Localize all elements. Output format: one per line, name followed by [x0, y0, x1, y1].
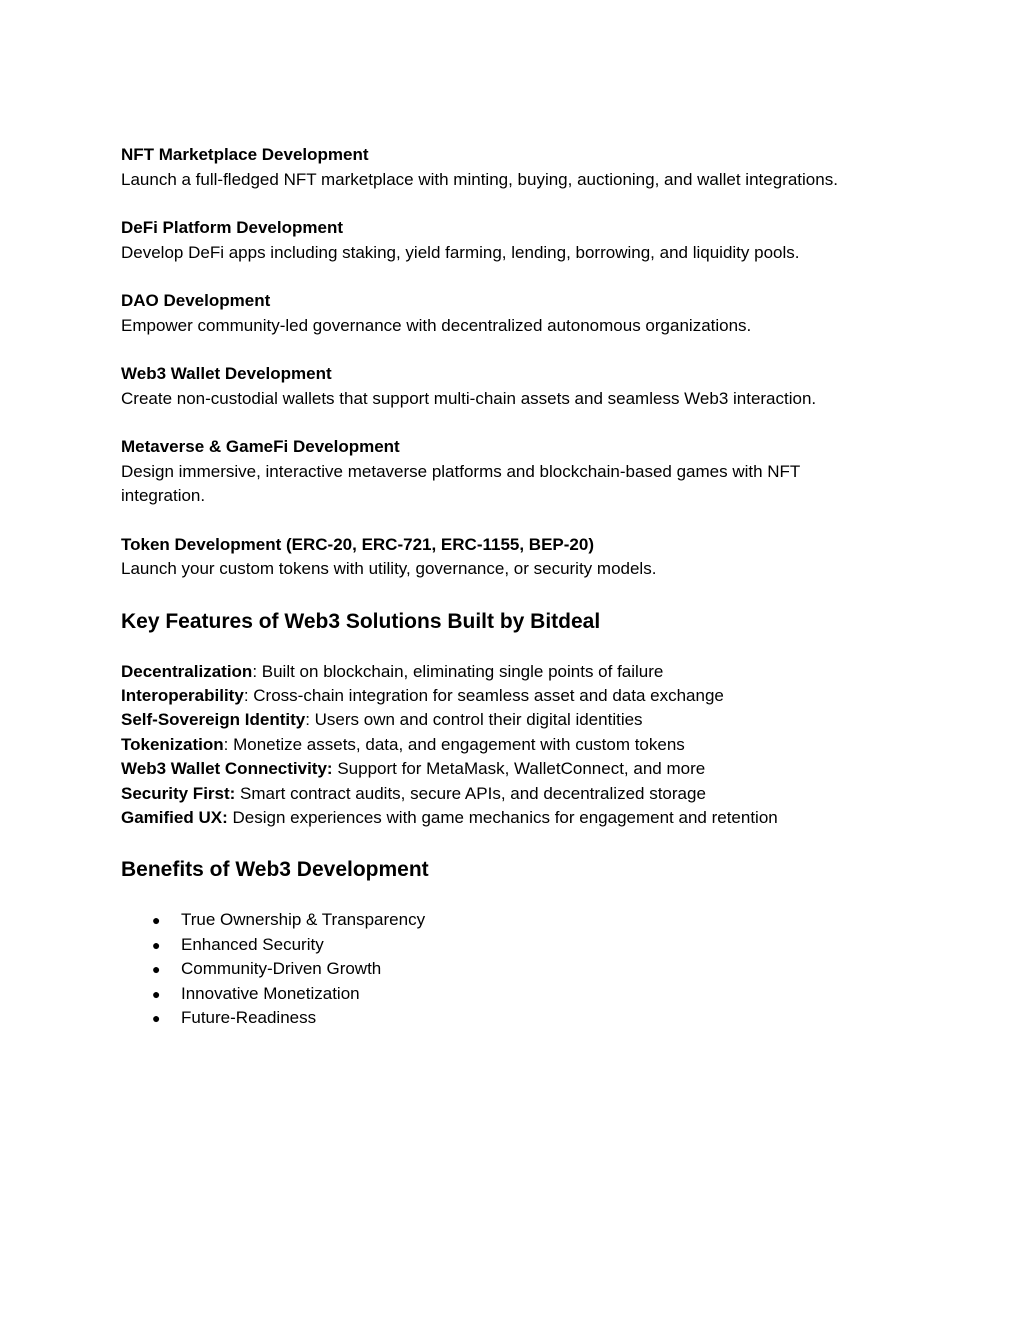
feature-item [121, 806, 921, 830]
feature-text: Smart contract audits, secure APIs, and decentralized storage [240, 783, 706, 803]
service-title: DeFi Platform Development [121, 218, 343, 237]
feature-term: Gamified UX: [121, 807, 228, 827]
feature-item [121, 757, 921, 781]
feature-item [121, 660, 921, 684]
feature-term: Self-Sovereign Identity [121, 710, 306, 730]
benefits-heading: Benefits of Web3 Development [121, 858, 429, 882]
service-title: DAO Development [121, 291, 271, 310]
feature-text: Support for MetaMask, WalletConnect, and more [337, 759, 706, 779]
list-item [121, 1006, 921, 1030]
feature-item [121, 684, 921, 708]
feature-separator: : [223, 734, 234, 754]
feature-item [121, 708, 921, 732]
feature-separator: : [243, 685, 254, 705]
list-item [121, 982, 921, 1006]
benefit-text: Innovative Monetization [181, 983, 360, 1003]
service-title: Token Development (ERC-20, ERC-721, ERC-1155, BEP-20) [121, 534, 594, 554]
service-block [121, 435, 921, 509]
service-description: Launch your custom tokens with utility, governance, or security models. [121, 559, 657, 578]
bullet-icon: ● [152, 961, 161, 978]
benefit-text: True Ownership & Transparency [181, 910, 426, 930]
feature-text: Monetize assets, data, and engagement with custom tokens [233, 734, 685, 754]
service-description: Develop DeFi apps including staking, yield farming, lending, borrowing, and liquidity pools. [121, 242, 800, 262]
service-title: Web3 Wallet Development [121, 364, 332, 383]
feature-item [121, 782, 921, 806]
features-heading: Key Features of Web3 Solutions Built by Bitdeal [121, 609, 601, 633]
service-description: Launch a full-fledged NFT marketplace with minting, buying, auctioning, and wallet integrations. [121, 169, 838, 189]
service-title: NFT Marketplace Development [121, 145, 369, 164]
bullet-icon: ● [152, 985, 161, 1002]
service-block [121, 143, 921, 192]
bullet-icon: ● [152, 912, 161, 929]
service-title: Metaverse & GameFi Development [121, 437, 400, 456]
feature-text: Design experiences with game mechanics for engagement and retention [232, 807, 778, 827]
service-description: Empower community-led governance with decentralized autonomous organizations. [121, 315, 752, 335]
list-item [121, 957, 921, 981]
list-item [121, 933, 921, 957]
feature-term: Web3 Wallet Connectivity: [121, 759, 333, 779]
service-block [121, 216, 921, 265]
feature-text: Users own and control their digital identities [314, 710, 643, 730]
benefit-text: Future-Readiness [181, 1007, 317, 1027]
service-block [121, 362, 921, 411]
list-item [121, 908, 921, 932]
service-block [121, 289, 921, 338]
service-description: Create non-custodial wallets that support multi-chain assets and seamless Web3 interaction. [121, 388, 817, 408]
feature-term: Security First: [121, 783, 236, 803]
service-block [121, 533, 921, 582]
feature-separator: : [305, 710, 315, 730]
features-list [121, 660, 921, 831]
feature-item [121, 733, 921, 757]
benefit-text: Community-Driven Growth [181, 959, 382, 979]
feature-term: Decentralization [121, 661, 253, 681]
benefit-text: Enhanced Security [181, 934, 324, 954]
service-description: Design immersive, interactive metaverse platforms and blockchain-based games with NFT integration. [121, 461, 801, 505]
benefits-list [121, 908, 921, 1030]
feature-term: Interoperability [121, 685, 244, 705]
bullet-icon: ● [152, 1009, 161, 1026]
feature-separator: : [252, 661, 262, 681]
document-page [121, 143, 921, 1030]
feature-text: Built on blockchain, eliminating single points of failure [261, 661, 664, 681]
feature-term: Tokenization [121, 734, 224, 754]
feature-text: Cross-chain integration for seamless asset and data exchange [253, 685, 724, 705]
bullet-icon: ● [152, 936, 161, 953]
